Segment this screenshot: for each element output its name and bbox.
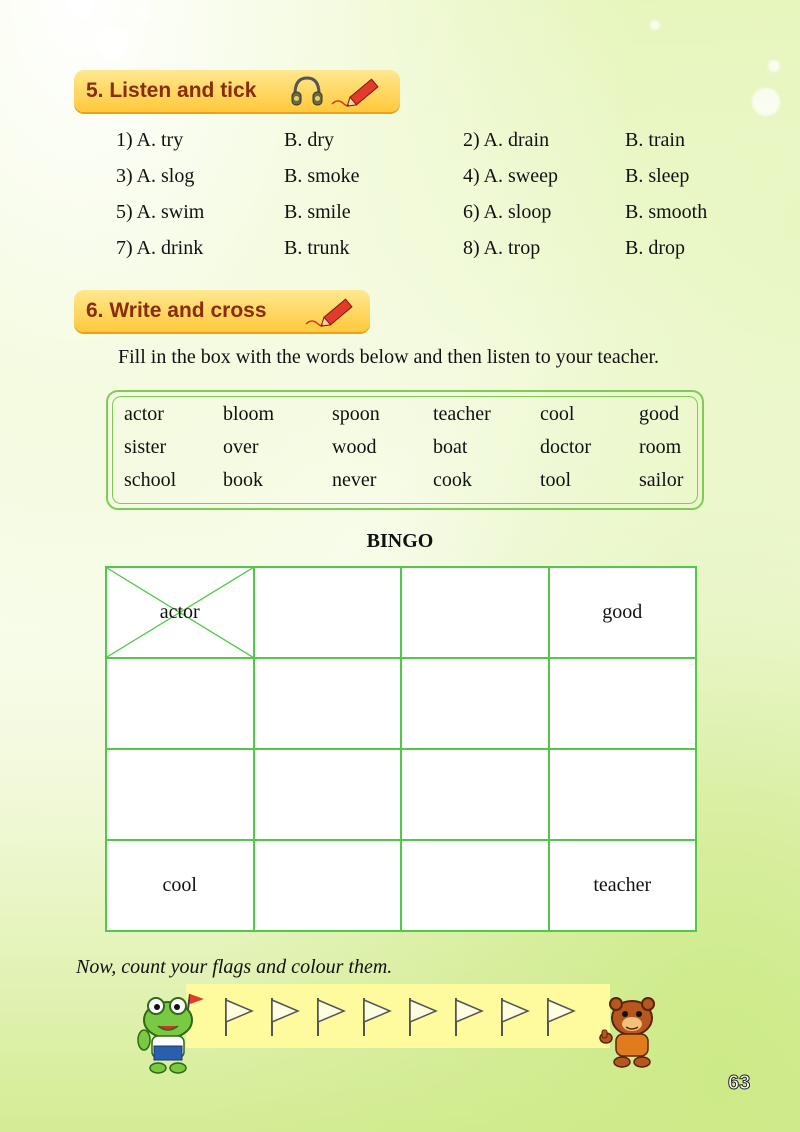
background-bokeh (96, 26, 130, 60)
section-6-header (74, 290, 370, 332)
word-item: boat (433, 436, 468, 458)
word-item: spoon (332, 403, 380, 425)
flag-icon[interactable] (544, 996, 578, 1038)
option-1b[interactable]: B. dry (284, 128, 334, 151)
flag-icon[interactable] (268, 996, 302, 1038)
tick-row (116, 230, 736, 266)
bingo-cell-text: actor (159, 601, 200, 623)
option-2b[interactable]: B. train (625, 128, 685, 151)
option-7b[interactable]: B. trunk (284, 236, 350, 259)
bingo-cell[interactable] (106, 749, 254, 840)
word-item: bloom (223, 403, 275, 425)
section-5-title: 5. Listen and tick (86, 79, 257, 102)
section-6-title: 6. Write and cross (86, 299, 267, 322)
bingo-cell[interactable]: good (549, 567, 697, 658)
flag-icon[interactable] (360, 996, 394, 1038)
pencil-icon (302, 292, 358, 332)
option-5b[interactable]: B. smile (284, 200, 351, 223)
word-row (124, 431, 709, 464)
listen-and-tick-grid (116, 122, 736, 266)
bingo-cell[interactable] (549, 749, 697, 840)
word-item: over (223, 436, 259, 458)
word-item: cook (433, 469, 472, 491)
pencil-icon (328, 72, 384, 112)
flag-icon[interactable] (314, 996, 348, 1038)
flag-icon[interactable] (452, 996, 486, 1038)
headphones-icon (290, 72, 324, 110)
word-item: wood (332, 436, 377, 458)
bingo-row (106, 749, 696, 840)
word-item: cool (540, 403, 575, 425)
option-8a[interactable]: 8) A. trop (463, 236, 541, 259)
option-5a[interactable]: 5) A. swim (116, 200, 205, 223)
bingo-cell[interactable] (254, 749, 402, 840)
instruction-text: Fill in the box with the words below and then listen to your teacher. (118, 346, 660, 368)
option-7a[interactable]: 7) A. drink (116, 236, 204, 259)
bingo-grid (105, 566, 697, 932)
option-8b[interactable]: B. drop (625, 236, 685, 259)
word-bank (124, 398, 709, 497)
word-item: school (124, 469, 177, 491)
option-4b[interactable]: B. sleep (625, 164, 690, 187)
flag-icon[interactable] (406, 996, 440, 1038)
option-6b[interactable]: B. smooth (625, 200, 708, 223)
word-item: never (332, 469, 377, 491)
section-5-header (74, 70, 400, 112)
background-bokeh (768, 60, 780, 72)
option-6a[interactable]: 6) A. sloop (463, 200, 552, 223)
word-item: doctor (540, 436, 592, 458)
flag-icon[interactable] (222, 996, 256, 1038)
word-item: room (639, 436, 682, 458)
flag-row (222, 996, 578, 1038)
footer-instruction: Now, count your flags and colour them. (76, 956, 393, 978)
bingo-row (106, 567, 696, 658)
bingo-cell[interactable] (401, 567, 549, 658)
word-item: sailor (639, 469, 684, 491)
bingo-cell[interactable] (254, 658, 402, 749)
option-1a[interactable]: 1) A. try (116, 128, 184, 151)
background-bokeh (650, 20, 660, 30)
tick-row (116, 122, 736, 158)
bingo-row (106, 658, 696, 749)
background-bokeh (752, 88, 780, 116)
word-item: tool (540, 469, 572, 491)
word-row (124, 464, 709, 497)
bingo-cell-crossed[interactable] (106, 567, 254, 658)
bingo-row (106, 840, 696, 931)
bingo-cell[interactable] (549, 658, 697, 749)
bingo-cell[interactable] (401, 658, 549, 749)
tick-row (116, 158, 736, 194)
bingo-cell[interactable]: cool (106, 840, 254, 931)
bingo-cell[interactable] (401, 749, 549, 840)
page-number: 63 (728, 1072, 751, 1094)
bingo-title: BINGO (366, 530, 434, 552)
background-bokeh (136, 6, 150, 20)
word-item: sister (124, 436, 167, 458)
bear-mascot (594, 994, 666, 1070)
word-item: actor (124, 403, 164, 425)
flag-icon[interactable] (498, 996, 532, 1038)
word-row (124, 398, 709, 431)
option-4a[interactable]: 4) A. sweep (463, 164, 558, 187)
bingo-cell[interactable] (106, 658, 254, 749)
tick-row (116, 194, 736, 230)
option-3b[interactable]: B. smoke (284, 164, 360, 187)
bingo-cell[interactable] (401, 840, 549, 931)
bingo-cell[interactable] (254, 567, 402, 658)
frog-mascot (130, 990, 206, 1076)
word-item: good (639, 403, 679, 425)
word-item: teacher (433, 403, 491, 425)
bingo-cell[interactable] (254, 840, 402, 931)
bingo-cell[interactable]: teacher (549, 840, 697, 931)
option-2a[interactable]: 2) A. drain (463, 128, 550, 151)
word-item: book (223, 469, 263, 491)
option-3a[interactable]: 3) A. slog (116, 164, 195, 187)
